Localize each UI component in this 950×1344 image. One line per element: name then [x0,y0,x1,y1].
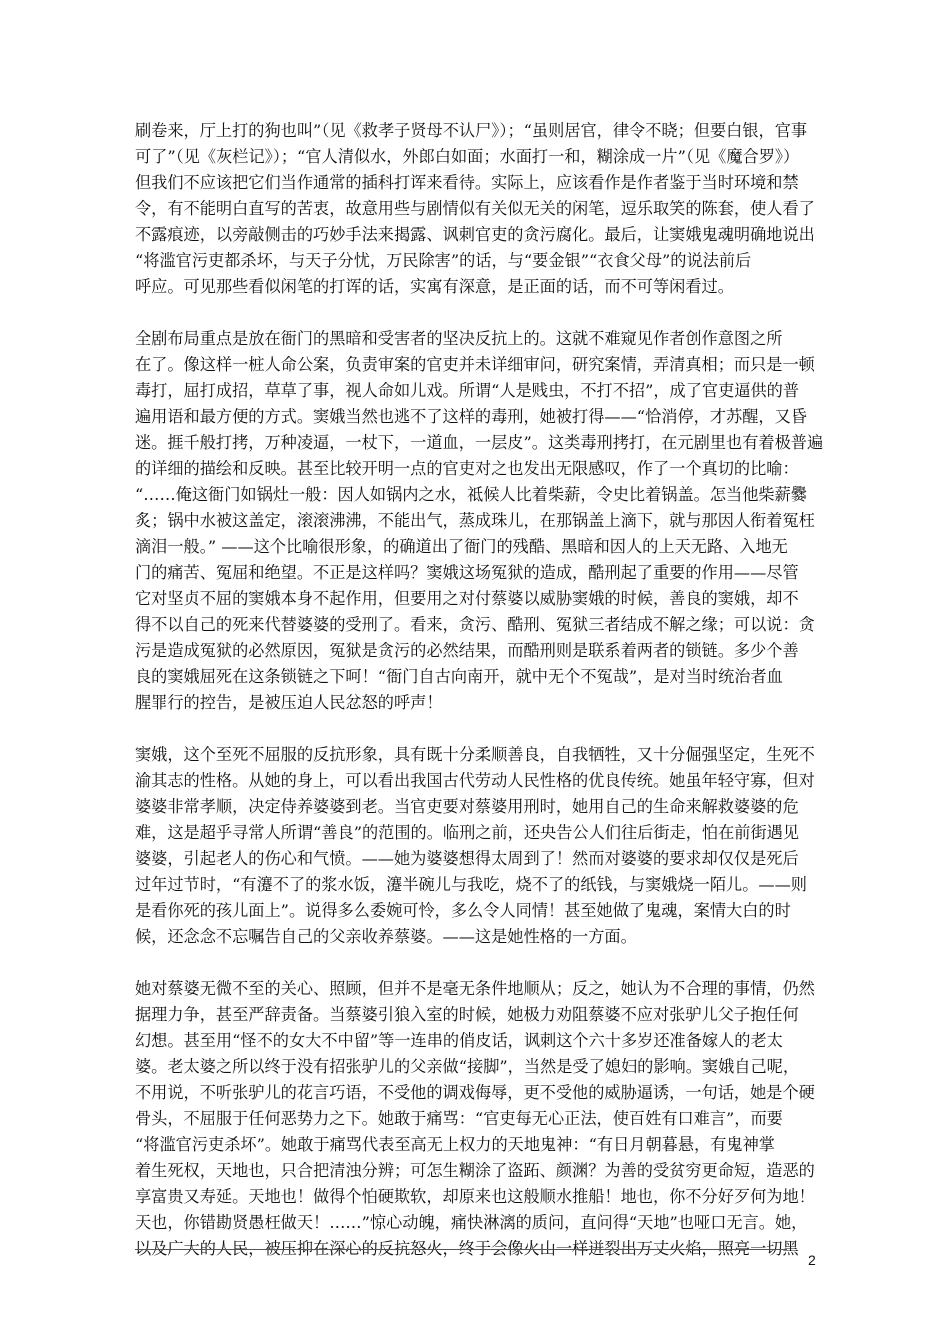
paragraph-4: 她对蔡婆无微不至的关心、照顾，但并不是毫无条件地顺从；反之，她认为不合理的事情，仍然 据理力争，甚至严辞责备。当蔡婆引狼入室的时候，她极力劝阻蔡婆不应对张驴儿父子抱任何 幻想。甚至用“怪不的女大不中留”等一连串的俏皮话，讽刺这个六十多岁还准备嫁人的老太 婆。老太婆之所以终于没有招张驴儿的父亲做“接脚”，当然是受了媳妇的影响。窦娥自己呢， 不用说，不听张驴儿的花言巧语，不受他的调戏侮辱，更不受他的威胁逼诱，一句话，她是个硬 骨头，不屈服于任何恶势力之下。她敢于痛骂：“官吏每无心正法，使百姓有口难言”，而要 “将滥官污吏杀坏”。她敢于痛骂代表至高无上权力的天地鬼神：“有日月朝暮悬，有鬼神掌 着生死权，天地也，只合把清浊分辨；可怎生糊涂了盗跖、颜渊？为善的受贫穷更命短，造恶的 享富贵又寿延。天地也！做得个怕硬欺软，却原来也这般顺水推船！地也，你不分好歹何为地！ 天也，你错勘贤愚枉做天！……”惊心动魄，痛快淋漓的质问，直问得“天地”也哑口无言。她， 以及广大的人民，被压抑在深心的反抗怒火，终于会像火山一样迸裂出万丈火焰，照亮一切黑 [135,979,815,1258]
paragraph-spacer [135,950,829,976]
paragraph-3: 窦娥，这个至死不屈服的反抗形象，具有既十分柔顺善良，自我牺牲，又十分倔强坚定，生死不 渝其志的性格。从她的身上，可以看出我国古代劳动人民性格的优良传统。她虽年轻守寡，但对 婆婆非常孝顺，决定侍养婆婆到老。当官吏要对蔡婆用刑时，她用自己的生命来解救婆婆的危 难，这是超乎寻常人所谓“善良”的范围的。临刑之前，还央告公人们往后街走，怕在前街遇见 婆婆，引起老人的伤心和气愤。——她为婆婆想得太周到了！然而对婆婆的要求却仅仅是死后 过年过节时，“有瀽不了的浆水饭，瀽半碗儿与我吃，烧不了的纸钱，与窦娥烧一陌儿。——则 是看你死的孩儿面上”。说得多么委婉可怜，多么令人同情！甚至她做了鬼魂，案情大白的时 候，还念念不忘嘱告自己的父亲收养蔡婆。——这是她性格的一方面。 [135,745,815,946]
body-text [135,118,829,1262]
paragraph-spacer [135,300,829,326]
footer-divider [135,1249,787,1250]
paragraph-2: 全剧布局重点是放在衙门的黑暗和受害者的坚决反抗上的。这就不难窥见作者创作意图之所 在了。像这样一桩人命公案，负责审案的官吏并未详细审问，研究案情，弄清真相；而只是一顿 毒打，屈打成招，草草了事，视人命如儿戏。所谓“人是贱虫，不打不招”，成了官吏逼供的普 遍用语和最方便的方式。窦娥当然也逃不了这样的毒刑，她被打得——“恰消停，才苏醒，又昏 迷。捱千般打拷，万种凌逼，一杖下，一道血，一层皮”。这类毒刑拷打，在元剧里也有着极普遍 的详细的描绘和反映。甚至比较开明一点的官吏对之也发出无限感叹，作了一个真切的比喻： “……俺这衙门如锅灶一般：因人如锅内之水，祗候人比着柴薪，令史比着锅盖。怎当他柴薪爨 炙；锅中水被这盖定，滚滚沸沸，不能出气，蒸成珠儿，在那锅盖上滴下，就与那因人衔着冤枉 滴泪一般。” ——这个比喻很形象，的确道出了衙门的残酷、黑暗和因人的上天无路、入地无 门的痛苦、冤屈和绝望。不正是这样吗？窦娥这场冤狱的造成，酷刑起了重要的作用——尽管 它对坚贞不屈的窦娥本身不起作用，但要用之对付蔡婆以威胁窦娥的时候，善良的窦娥，却不 得不以自己的死来代替婆婆的受刑了。看来，贪污、酷刑、冤狱三者结成不解之缘；可以说：贪 污是造成冤狱的必然原因，冤狱是贪污的必然结果，而酷刑则是联系着两者的锁链。多少个善 良的窦娥屈死在这条锁链之下呵！“衙门自古向南开，就中无个不冤哉”，是对当时统治者血 腥罪行的控告，是被压迫人民忿怒的呼声！ [135,329,824,712]
page-number: 2 [808,1252,816,1268]
paragraph-spacer [135,716,829,742]
paragraph-1: 刷卷来，厅上打的狗也叫”（见《救孝子贤母不认尸》）；“虽则居官，律令不晓；但要白银，官事 可了”（见《灰栏记》）；“官人清似水，外郎白如面；水面打一和，糊涂成一片”（见《魔合罗》） 但我们不应该把它们当作通常的插科打诨来看待。实际上，应该看作是作者鉴于当时环境和禁 令，有不能明白直写的苦衷，故意用些与剧情似有关似无关的闲笔，逗乐取笑的陈套，使人看了 不露痕迹，以旁敲侧击的巧妙手法来揭露、讽刺官吏的贪污腐化。最后，让窦娥鬼魂明确地说出 “将滥官污吏都杀坏，与天子分忧，万民除害”的话，与“要金银”“衣食父母”的说法前后 呼应。可见那些看似闲笔的打诨的话，实寓有深意，是正面的话，而不可等闲看过。 [135,121,815,296]
